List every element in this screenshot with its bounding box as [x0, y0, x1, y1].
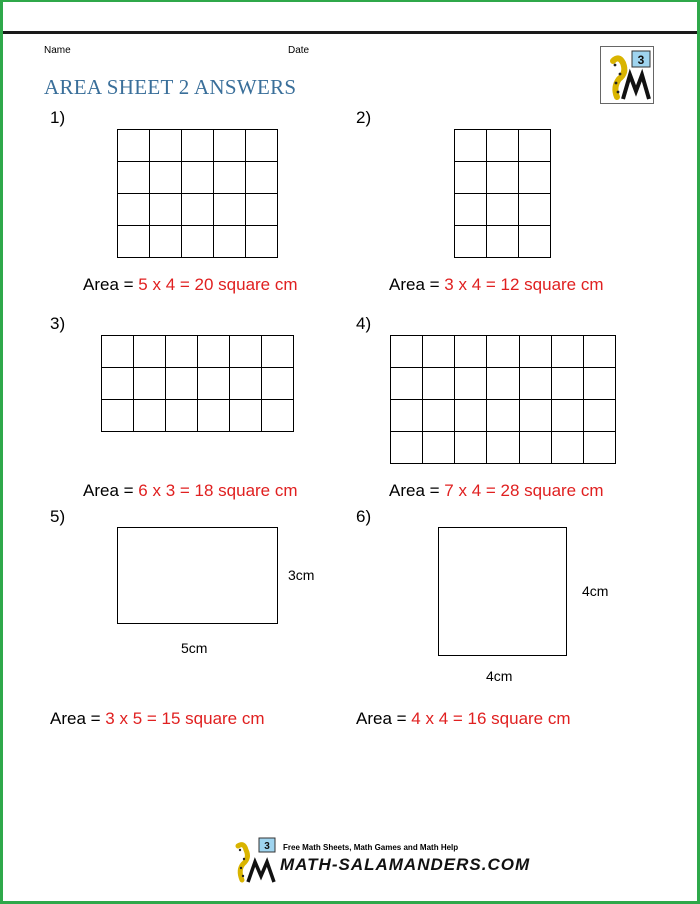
- grid-cell: [134, 400, 166, 432]
- rectangle-5: [117, 527, 278, 624]
- grid-cell: [455, 130, 487, 162]
- grid-cell: [584, 400, 616, 432]
- grid-cell: [198, 368, 230, 400]
- height-label-6: 4cm: [582, 583, 609, 599]
- area-answer-line-2: [389, 275, 604, 295]
- grid-cell: [455, 400, 487, 432]
- grid-cell: [520, 432, 552, 464]
- grid-cell: [487, 400, 519, 432]
- height-label-5: 3cm: [288, 567, 315, 583]
- grid-cell: [391, 400, 423, 432]
- grid-cell: [519, 162, 551, 194]
- area-prefix: Area =: [389, 481, 445, 500]
- grid-cell: [150, 226, 182, 258]
- grid-cell: [455, 162, 487, 194]
- grid-cell: [391, 336, 423, 368]
- grid-cell: [584, 368, 616, 400]
- grid-cell: [134, 336, 166, 368]
- grid-cell: [118, 162, 150, 194]
- grid-cell: [519, 194, 551, 226]
- area-answer-line-6: [356, 709, 571, 729]
- grid-cell: [182, 226, 214, 258]
- grid-cell: [520, 400, 552, 432]
- footer-logo-grade-text: 3: [264, 841, 270, 852]
- grid-cell: [182, 194, 214, 226]
- area-answer: 5 x 4 = 20 square cm: [138, 275, 298, 294]
- grid-cell: [198, 336, 230, 368]
- footer-tagline: Free Math Sheets, Math Games and Math Help: [283, 843, 459, 852]
- date-label: Date: [288, 45, 310, 56]
- area-answer-line-1: [83, 275, 298, 295]
- top-rule: [3, 31, 697, 34]
- grid-cell: [552, 336, 584, 368]
- grid-cell: [150, 130, 182, 162]
- grid-cell: [487, 194, 519, 226]
- grid-cell: [391, 432, 423, 464]
- width-label-6: 4cm: [486, 668, 513, 684]
- question-number-4: 4): [356, 314, 372, 333]
- grid-cell: [423, 368, 455, 400]
- salamander-logo: [600, 46, 654, 104]
- area-answer-line-5: [50, 709, 265, 729]
- grid-cell: [552, 368, 584, 400]
- grid-cell: [487, 368, 519, 400]
- area-prefix: Area =: [83, 275, 139, 294]
- grid-cell: [423, 400, 455, 432]
- grid-cell: [455, 194, 487, 226]
- grid-cell: [246, 130, 278, 162]
- area-grid-1: [117, 129, 278, 258]
- grid-cell: [214, 162, 246, 194]
- grid-cell: [102, 336, 134, 368]
- grid-cell: [246, 226, 278, 258]
- grid-cell: [166, 336, 198, 368]
- area-answer: 3 x 4 = 12 square cm: [444, 275, 604, 294]
- grid-cell: [487, 336, 519, 368]
- grid-cell: [102, 400, 134, 432]
- grid-cell: [214, 194, 246, 226]
- area-prefix: Area =: [83, 481, 139, 500]
- grid-cell: [214, 226, 246, 258]
- grid-cell: [182, 162, 214, 194]
- width-label-5: 5cm: [181, 640, 208, 656]
- grid-cell: [230, 400, 262, 432]
- footer-salamander-icon: [228, 836, 280, 884]
- area-answer: 3 x 5 = 15 square cm: [105, 709, 265, 728]
- grid-cell: [487, 226, 519, 258]
- footer-brand: MATH-SALAMANDERS.COM: [280, 855, 531, 874]
- grid-cell: [166, 368, 198, 400]
- grid-cell: [150, 162, 182, 194]
- grid-cell: [262, 368, 294, 400]
- grid-cell: [150, 194, 182, 226]
- salamander-logo-icon: [601, 47, 653, 103]
- area-grid-3: [101, 335, 294, 432]
- grid-cell: [262, 400, 294, 432]
- grid-cell: [487, 432, 519, 464]
- question-number-2: 2): [356, 108, 372, 127]
- area-answer: 6 x 3 = 18 square cm: [138, 481, 298, 500]
- grid-cell: [455, 432, 487, 464]
- question-number-1: 1): [50, 108, 66, 127]
- area-answer-line-3: [83, 481, 298, 501]
- area-prefix: Area =: [50, 709, 106, 728]
- grid-cell: [118, 226, 150, 258]
- area-grid-4: [390, 335, 616, 464]
- area-answer: 4 x 4 = 16 square cm: [411, 709, 571, 728]
- grid-cell: [519, 130, 551, 162]
- grid-cell: [102, 368, 134, 400]
- area-grid-2: [454, 129, 551, 258]
- grid-cell: [487, 130, 519, 162]
- grid-cell: [118, 130, 150, 162]
- question-number-5: 5): [50, 507, 66, 526]
- grid-cell: [552, 432, 584, 464]
- page-title: AREA SHEET 2 ANSWERS: [44, 75, 297, 99]
- area-answer-line-4: [389, 481, 604, 501]
- area-prefix: Area =: [389, 275, 445, 294]
- grid-cell: [423, 336, 455, 368]
- grid-cell: [198, 400, 230, 432]
- grid-cell: [262, 336, 294, 368]
- grid-cell: [520, 368, 552, 400]
- grid-cell: [423, 432, 455, 464]
- grid-cell: [487, 162, 519, 194]
- grid-cell: [134, 368, 166, 400]
- grid-cell: [230, 368, 262, 400]
- grid-cell: [552, 400, 584, 432]
- grid-cell: [182, 130, 214, 162]
- grid-cell: [118, 194, 150, 226]
- grid-cell: [230, 336, 262, 368]
- name-label: Name: [44, 45, 71, 56]
- grid-cell: [391, 368, 423, 400]
- area-prefix: Area =: [356, 709, 412, 728]
- grid-cell: [455, 336, 487, 368]
- area-answer: 7 x 4 = 28 square cm: [444, 481, 604, 500]
- grid-cell: [214, 130, 246, 162]
- question-number-6: 6): [356, 507, 372, 526]
- grid-cell: [584, 336, 616, 368]
- grid-cell: [166, 400, 198, 432]
- question-number-3: 3): [50, 314, 66, 333]
- grid-cell: [520, 336, 552, 368]
- grid-cell: [246, 194, 278, 226]
- rectangle-6: [438, 527, 567, 656]
- grid-cell: [455, 226, 487, 258]
- grid-cell: [455, 368, 487, 400]
- grid-cell: [519, 226, 551, 258]
- logo-grade-text: 3: [637, 53, 645, 67]
- grid-cell: [584, 432, 616, 464]
- grid-cell: [246, 162, 278, 194]
